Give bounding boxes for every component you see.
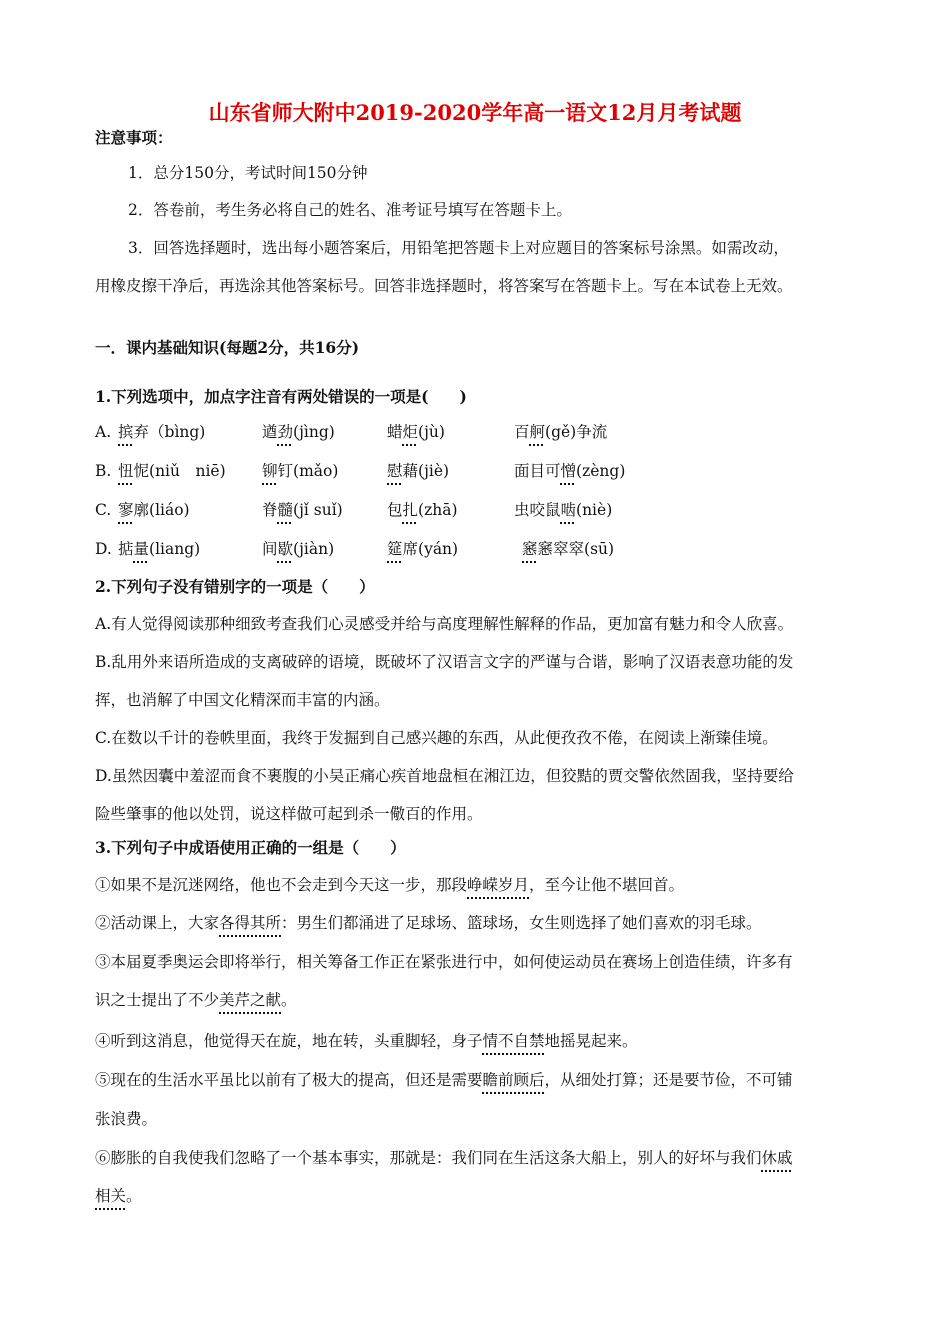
option-label: B. <box>95 462 112 480</box>
option-item: 慰藉(jiè) <box>387 462 450 480</box>
option-item: 包扎(zhā) <box>387 501 458 519</box>
question-3-sentence-5-line-1: ⑤现在的生活水平虽比以前有了极大的提高，但还是需要瞻前顾后，从细处打算；还是要节俭，不可铺 <box>95 1071 793 1089</box>
notice-item-1: 1．总分150分，考试时间150分钟 <box>128 164 368 182</box>
question-2-option-c: C.在数以千计的卷帙里面，我终于发掘到自己感兴趣的东西，从此便孜孜不倦，在阅读上渐臻佳境。 <box>95 729 778 747</box>
question-2-option-a: A.有人觉得阅读那种细致考查我们心灵感受并给与高度理解性解释的作品，更加富有魅力和令人欣喜。 <box>95 615 794 633</box>
question-3-sentence-3-line-1: ③本届夏季奥运会即将举行，相关筹备工作正在紧张进行中，如何使运动员在赛场上创造佳绩，许多有 <box>95 953 793 971</box>
option-item: 铆钉(mǎo) <box>262 462 339 480</box>
notice-item-3-line-2: 用橡皮擦干净后，再选涂其他答案标号。回答非选择题时，将答案写在答题卡上。写在本试卷上无效。 <box>95 277 793 295</box>
question-3-sentence-1: ①如果不是沉迷网络，他也不会走到今天这一步，那段峥嵘岁月，至今让他不堪回首。 <box>95 876 685 894</box>
section-1-heading: 一．课内基础知识(每题2分，共16分) <box>95 338 360 357</box>
option-label: D. <box>95 540 112 558</box>
option-item: 筵席(yán) <box>387 540 459 558</box>
question-3-sentence-6-line-1: ⑥膨胀的自我使我们忽略了一个基本事实，那就是：我们同在生活这条大船上，别人的好坏与我们休戚 <box>95 1149 793 1167</box>
question-3-stem: 3.下列句子中成语使用正确的一组是（ ） <box>95 838 406 857</box>
question-1-stem: 1.下列选项中，加点字注音有两处错误的一项是( ) <box>95 387 467 406</box>
question-2-option-d-line-2: 险些肇事的他以处罚，说这样做可起到杀一儆百的作用。 <box>95 805 483 823</box>
option-label: C. <box>95 501 112 519</box>
question-3-sentence-3-line-2: 识之士提出了不少美芹之献。 <box>95 991 297 1009</box>
notice-item-3-line-1: 3．回答选择题时，选出每小题答案后，用铅笔把答题卡上对应题目的答案标号涂黑。如需改动， <box>128 239 789 257</box>
question-2-option-b-line-2: 挥，也消解了中国文化精深而丰富的内涵。 <box>95 691 390 709</box>
option-item: 摈弃（bìng) <box>118 423 206 441</box>
question-3-sentence-5-line-2: 张浪费。 <box>95 1110 158 1128</box>
option-item: 间歇(jiàn) <box>262 540 335 558</box>
option-item: 寥廓(liáo) <box>118 501 190 519</box>
option-item: 遒劲(jìng) <box>262 423 335 441</box>
exam-title: 山东省师大附中2019-2020学年高一语文12月月考试题 <box>208 100 742 125</box>
option-item: 虫咬鼠啮(niè) <box>514 501 613 519</box>
question-2-option-d-line-1: D.虽然因囊中羞涩而食不裹腹的小吴正痛心疾首地盘桓在湘江边，但狡黠的贾交警依然固我，坚持要给 <box>95 767 794 785</box>
question-3-sentence-2: ②活动课上，大家各得其所：男生们都涌进了足球场、篮球场，女生则选择了她们喜欢的羽毛球。 <box>95 914 762 932</box>
option-item: 百舸(gě)争流 <box>514 423 608 441</box>
option-item: 忸怩(niǔ niē) <box>118 462 226 480</box>
option-item: 掂量(liang) <box>118 540 201 558</box>
notice-heading: 注意事项： <box>95 128 173 147</box>
question-3-sentence-4: ④听到这消息，他觉得天在旋，地在转，头重脚轻，身子情不自禁地摇晃起来。 <box>95 1032 638 1050</box>
notice-item-2: 2．答卷前，考生务必将自己的姓名、准考证号填写在答题卡上。 <box>128 201 572 219</box>
option-item: 窸窸窣窣(sū) <box>522 540 615 558</box>
option-label: A. <box>95 423 112 441</box>
option-item: 蜡炬(jù) <box>387 423 445 441</box>
option-item: 面目可憎(zèng) <box>514 462 626 480</box>
question-2-stem: 2.下列句子没有错别字的一项是（ ） <box>95 577 375 596</box>
question-3-sentence-6-line-2: 相关。 <box>95 1187 142 1205</box>
option-item: 脊髓(jǐ suǐ) <box>262 501 343 519</box>
question-2-option-b-line-1: B.乱用外来语所造成的支离破碎的语境，既破坏了汉语言文字的严谨与合谐，影响了汉语表意功能的发 <box>95 653 794 671</box>
